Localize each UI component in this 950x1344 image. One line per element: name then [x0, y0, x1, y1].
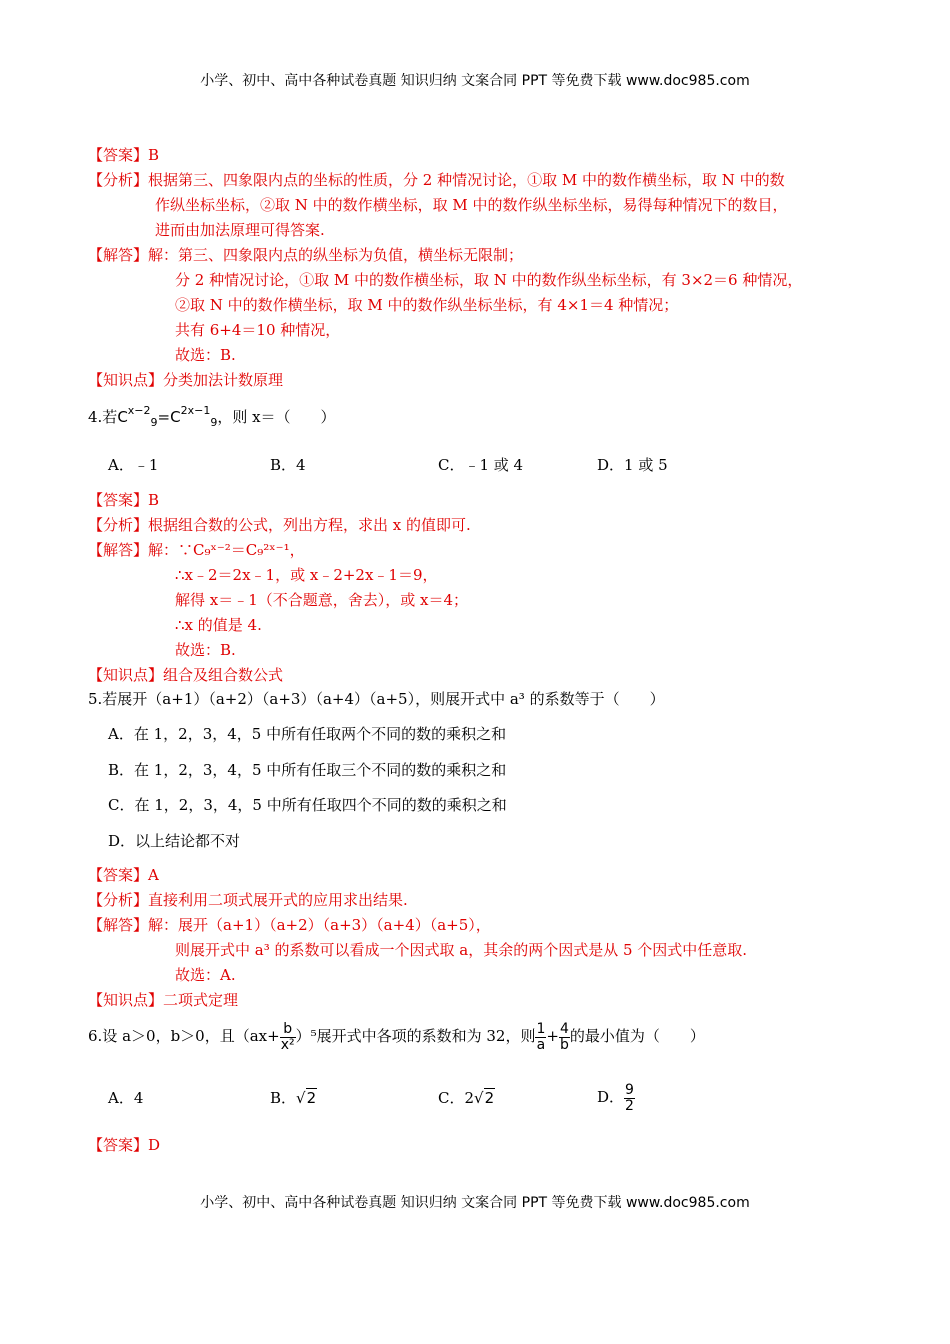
q3-answer: B [148, 146, 160, 164]
q4-knowledge-row [88, 664, 283, 686]
q4-solution-5: 故选：B. [175, 641, 236, 659]
q6-stem-a: 6.设 a＞0，b＞0，且（ax+ [88, 1027, 280, 1045]
q5-answer: A [148, 866, 159, 884]
q4-solution-2: ∴x﹣2＝2x﹣1，或 x﹣2+2x﹣1＝9， [175, 566, 438, 584]
q3-analysis-3: 进而由加法原理可得答案. [155, 221, 325, 239]
q3-analysis-2: 作纵坐标坐标，②取 N 中的数作横坐标，取 M 中的数作纵坐标坐标，易得每种情况下的数目， [155, 196, 788, 214]
solution-label: 【解答】 [88, 246, 149, 264]
analysis-label: 【分析】 [88, 171, 149, 189]
q6-option-b: B．√2 [270, 1089, 317, 1107]
q6-answer: D [148, 1136, 161, 1154]
answer-label: 【答案】 [88, 866, 149, 884]
q4-solution-row [88, 539, 305, 561]
q4-comb-left: $C^{x-2}_9$ [117, 404, 158, 429]
q5-knowledge: 二项式定理 [163, 991, 239, 1009]
q5-option-a: A．在 1，2，3，4，5 中所有任取两个不同的数的乘积之和 [108, 725, 507, 743]
q5-solution-row [88, 914, 491, 936]
q4-solution-3: 解得 x＝﹣1（不合题意，舍去），或 x＝4； [175, 591, 469, 609]
q3-knowledge: 分类加法计数原理 [163, 371, 284, 389]
answer-label: 【答案】 [88, 146, 149, 164]
q4-option-d: D．1 或 5 [597, 456, 668, 474]
q3-solution-2: 分 2 种情况讨论，①取 M 中的数作横坐标，取 N 中的数作纵坐标坐标，有 3×2＝6 种情况， [175, 271, 803, 289]
q3-solution-3: ②取 N 中的数作横坐标，取 M 中的数作纵坐标坐标，有 4×1＝4 种情况； [175, 296, 679, 314]
analysis-label: 【分析】 [88, 891, 149, 909]
q4-option-c: C．﹣1 或 4 [438, 456, 524, 474]
q4-stem-suffix: ，则 x＝（ ） [217, 408, 336, 426]
q5-option-c: C．在 1，2，3，4，5 中所有任取四个不同的数的乘积之和 [108, 796, 507, 814]
q4-comb-right: $C^{2x-1}_9$ [170, 404, 218, 429]
q6-answer-row [88, 1134, 160, 1156]
q5-answer-row [88, 864, 159, 886]
q5-option-b: B．在 1，2，3，4，5 中所有任取三个不同的数的乘积之和 [108, 761, 507, 779]
q6-fraction-b-over-x2: $\frac{b}{\text{x²}}$ [280, 1020, 295, 1053]
answer-label: 【答案】 [88, 1136, 149, 1154]
solution-label: 【解答】 [88, 541, 149, 559]
q4-solution-1: 解：∵C₉ˣ⁻²＝C₉²ˣ⁻¹， [148, 541, 305, 559]
q5-solution-1: 解：展开（a+1）（a+2）（a+3）（a+4）（a+5）， [148, 916, 491, 934]
q6-fraction-4-over-b: $\frac{4}{b}$ [559, 1020, 569, 1053]
q3-solution-row [88, 244, 523, 266]
q5-analysis-row [88, 889, 408, 911]
q4-option-b: B．4 [270, 456, 306, 474]
knowledge-label: 【知识点】 [88, 991, 164, 1009]
q3-solution-4: 共有 6+4＝10 种情况， [175, 321, 341, 339]
q3-solution-1: 解：第三、四象限内点的纵坐标为负值，横坐标无限制； [148, 246, 524, 264]
q5-solution-2: 则展开式中 a³ 的系数可以看成一个因式取 a，其余的两个因式是从 5 个因式中任意取. [175, 941, 748, 959]
q3-analysis-row [88, 169, 785, 191]
q3-solution-5: 故选：B. [175, 346, 236, 364]
q4-knowledge: 组合及组合数公式 [163, 666, 284, 684]
q5-option-d: D．以上结论都不对 [108, 832, 241, 850]
q6-option-d: D． $\frac{9}{2}$ [597, 1081, 634, 1114]
q6-fraction-1-over-a: $\frac{1}{a}$ [536, 1020, 546, 1053]
q4-solution-4: ∴x 的值是 4. [175, 616, 262, 634]
q5-analysis: 直接利用二项式展开式的应用求出结果. [148, 891, 408, 909]
q5-knowledge-row [88, 989, 238, 1011]
q4-answer: B [148, 491, 160, 509]
q6-sqrt-2: √2 [474, 1089, 495, 1107]
q4-stem: 4.若$C^{x-2}_9=C^{2x-1}_9$，则 x＝（ ） [88, 404, 336, 429]
q5-solution-3: 故选：A. [175, 966, 236, 984]
answer-label: 【答案】 [88, 491, 149, 509]
q3-analysis-1: 根据第三、四象限内点的坐标的性质，分 2 种情况讨论，①取 M 中的数作横坐标，取 N 中的数 [148, 171, 785, 189]
q6-plus: + [546, 1027, 559, 1045]
q6-fraction-9-over-2: $\frac{9}{2}$ [625, 1081, 634, 1114]
q4-option-a: A．﹣1 [108, 456, 159, 474]
q6-stem-c: 的最小值为（ ） [569, 1027, 705, 1045]
q6-stem-b: ）⁵展开式中各项的系数和为 32，则 [295, 1027, 536, 1045]
q4-stem-prefix: 4.若 [88, 408, 118, 426]
q6-option-a: A．4 [108, 1089, 144, 1107]
q4-answer-row [88, 489, 159, 511]
page-footer: 小学、初中、高中各种试卷真题 知识归纳 文案合同 PPT 等免费下载 www.doc985.com [200, 1195, 750, 1211]
q6-stem [88, 1016, 705, 1056]
solution-label: 【解答】 [88, 916, 149, 934]
knowledge-label: 【知识点】 [88, 371, 164, 389]
knowledge-label: 【知识点】 [88, 666, 164, 684]
q4-analysis-row [88, 514, 471, 536]
analysis-label: 【分析】 [88, 516, 149, 534]
q5-stem: 5.若展开（a+1）（a+2）（a+3）（a+4）（a+5），则展开式中 a³ 的系数等于（ ） [88, 690, 665, 708]
page-header: 小学、初中、高中各种试卷真题 知识归纳 文案合同 PPT 等免费下载 www.doc985.com [200, 73, 750, 89]
q3-answer-row [88, 144, 159, 166]
q6-option-c: C．2√2 [438, 1089, 495, 1107]
q3-knowledge-row [88, 369, 283, 391]
q4-analysis: 根据组合数的公式，列出方程，求出 x 的值即可. [148, 516, 471, 534]
q6-sqrt-2: √2 [296, 1089, 317, 1107]
